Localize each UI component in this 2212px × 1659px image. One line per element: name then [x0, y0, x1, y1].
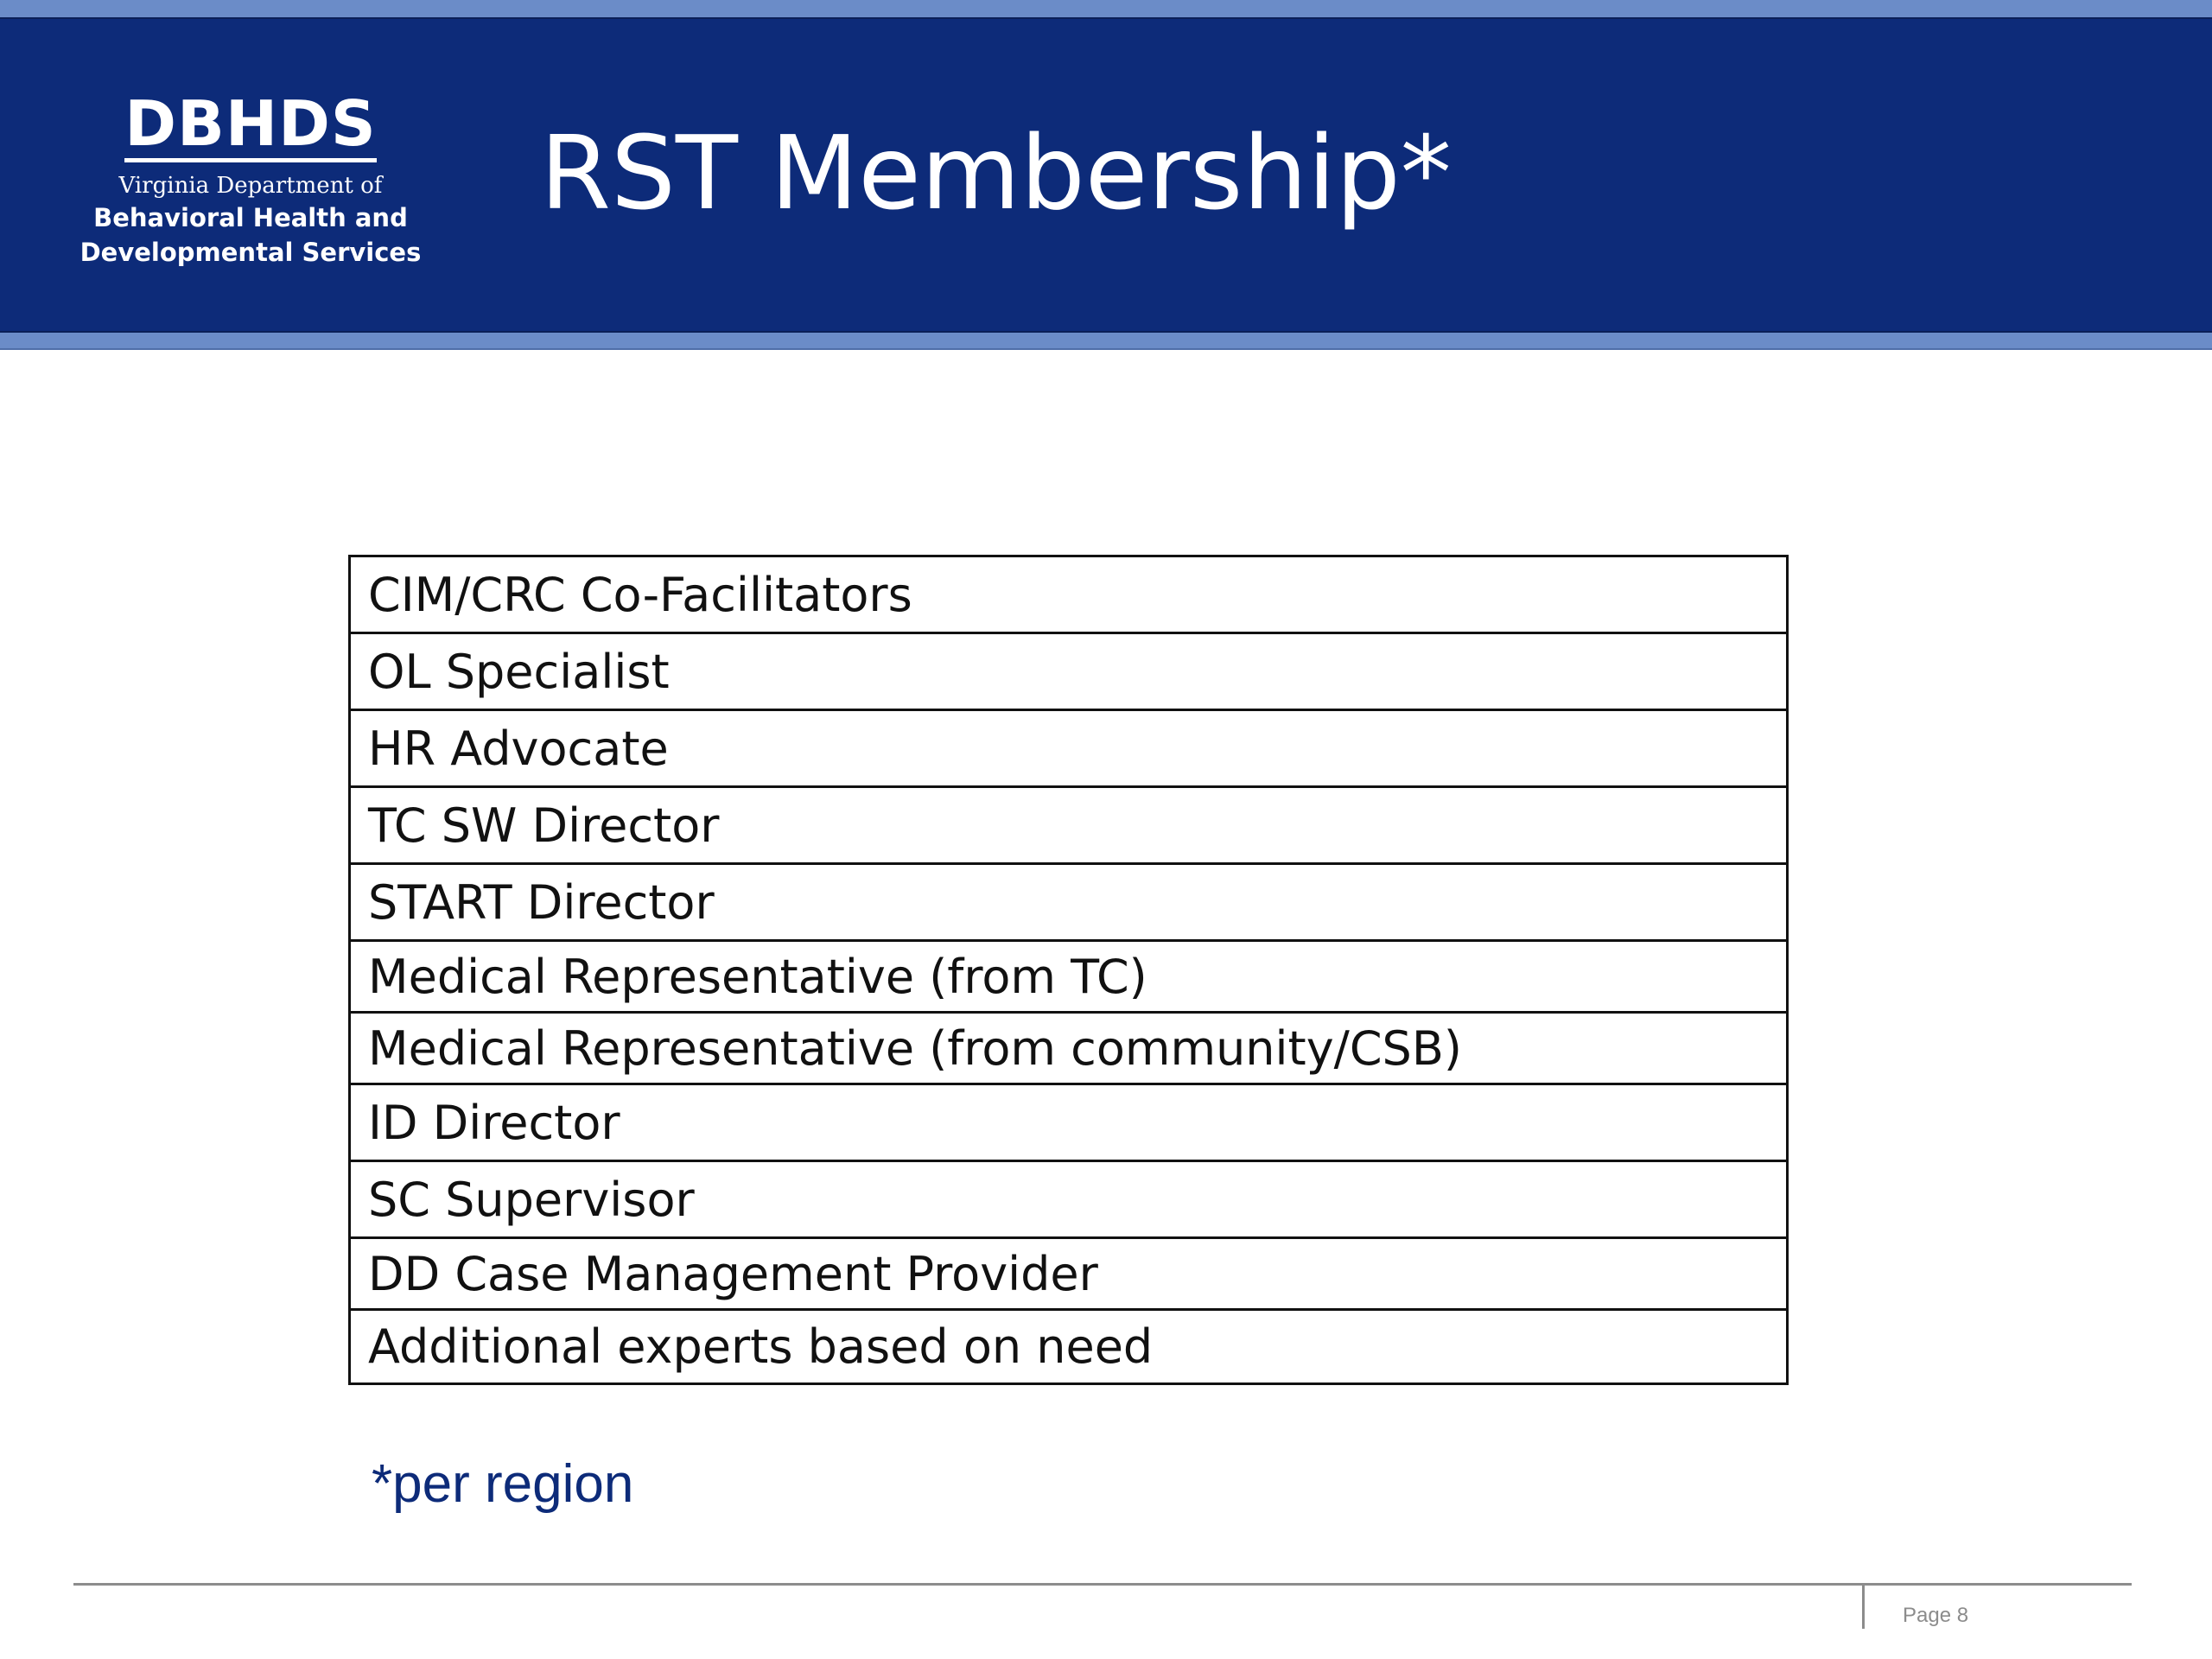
table-row: START Director [351, 865, 1786, 942]
logo-line-behavioral-health: Behavioral Health and [93, 203, 408, 232]
table-row: Medical Representative (from community/CSB) [351, 1014, 1786, 1085]
slide-title: RST Membership* [540, 113, 1452, 232]
logo-line-department: Virginia Department of [118, 173, 383, 199]
table-row: CIM/CRC Co-Facilitators [351, 557, 1786, 634]
dbhds-logo [78, 87, 423, 270]
table-row: Medical Representative (from TC) [351, 942, 1786, 1014]
table-row: Additional experts based on need [368, 1319, 1154, 1374]
page-number: Page 8 [1903, 1604, 1969, 1627]
logo-line-developmental-services: Developmental Services [79, 238, 422, 267]
footer-divider [1862, 1586, 1865, 1629]
table-row: DD Case Management Provider [351, 1239, 1786, 1311]
table-row: ID Director [351, 1085, 1786, 1162]
membership-table [348, 555, 1789, 1385]
table-row: SC Supervisor [351, 1162, 1786, 1239]
header-bottom-stripe [0, 333, 2212, 350]
header-top-stripe [0, 0, 2212, 17]
logo-wordmark: DBHDS [124, 91, 377, 162]
table-row: HR Advocate [351, 711, 1786, 788]
table-row: TC SW Director [351, 788, 1786, 865]
footer-rule [73, 1583, 2132, 1586]
footnote: *per region [372, 1454, 634, 1514]
table-row: OL Specialist [351, 634, 1786, 711]
